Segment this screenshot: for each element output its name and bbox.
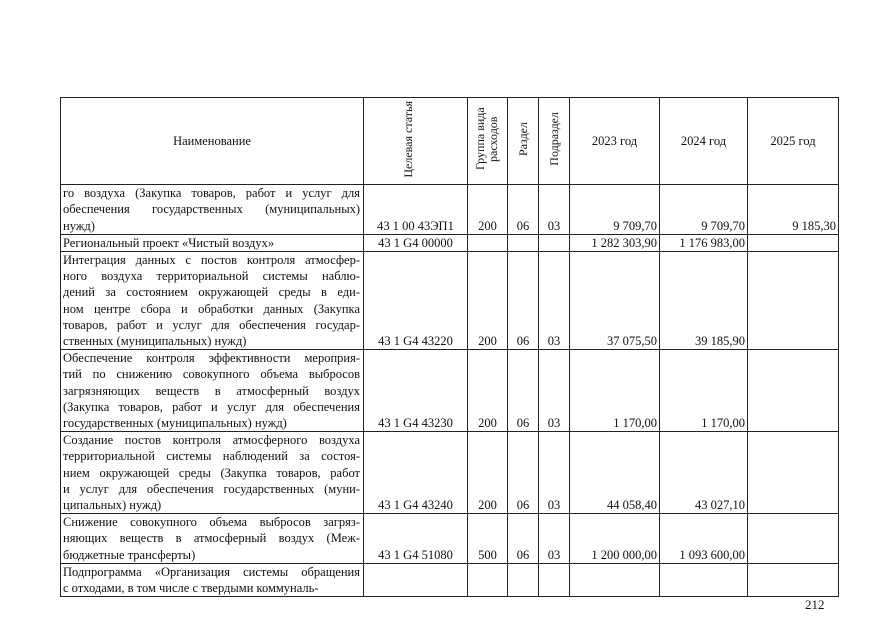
row-2023: 37 075,50 xyxy=(607,334,657,348)
cell-spacer xyxy=(539,432,569,497)
row-2023: 9 709,70 xyxy=(613,218,657,233)
row-subsection: 03 xyxy=(547,416,561,430)
row-subsection: 03 xyxy=(547,498,561,512)
row-2025-cell xyxy=(748,185,839,235)
cell-spacer xyxy=(539,252,569,333)
row-2023-cell xyxy=(570,234,660,251)
row-section: 06 xyxy=(516,547,530,562)
cell-spacer xyxy=(570,564,657,580)
row-name-line: загрязняющих веществ в атмосферный воздух xyxy=(63,383,360,398)
row-target-cell xyxy=(364,350,468,432)
row-name-line: ном центре сбора и обработки данных (Закупка xyxy=(63,301,360,316)
row-section-cell xyxy=(508,234,539,251)
header-subsection: Подраздел xyxy=(539,98,570,185)
row-name-line: ственных (муниципальных) нужд) xyxy=(63,333,247,348)
cell-spacer xyxy=(748,185,836,217)
cell-spacer xyxy=(570,514,657,546)
cell-spacer xyxy=(468,252,507,333)
cell-spacer xyxy=(508,564,538,580)
row-2023-cell xyxy=(570,432,660,514)
row-name-line: обеспечения государственных (муниципальных) xyxy=(63,202,360,217)
row-2025-cell xyxy=(748,514,839,564)
row-subsection-cell xyxy=(539,563,570,596)
budget-table xyxy=(60,97,839,597)
row-target: 43 1 G4 51080 xyxy=(378,547,453,562)
row-name-line: территориальной системы наблюдений за состоя- xyxy=(63,449,360,464)
row-group-cell xyxy=(468,350,508,432)
cell-spacer xyxy=(570,432,657,497)
row-group: 200 xyxy=(478,416,497,430)
row-target-cell xyxy=(364,234,468,251)
row-name-line: Подпрограмма «Организация системы обращения xyxy=(63,564,360,579)
row-2023-cell xyxy=(570,252,660,350)
row-target-cell xyxy=(364,252,468,350)
row-target-cell xyxy=(364,514,468,564)
page-number: 212 xyxy=(805,597,825,612)
row-section: 06 xyxy=(516,416,530,430)
row-section: 06 xyxy=(516,218,530,233)
row-2023-cell xyxy=(570,563,660,596)
row-2025-cell xyxy=(748,252,839,350)
cell-spacer xyxy=(660,514,745,546)
row-target: 43 1 G4 43230 xyxy=(378,416,453,430)
row-2024-cell xyxy=(660,563,748,596)
header-2024: 2024 год xyxy=(660,98,748,185)
table-row xyxy=(61,563,839,596)
cell-spacer xyxy=(539,564,569,580)
header-name: Наименование xyxy=(61,98,364,185)
cell-spacer xyxy=(748,350,836,415)
cell-spacer xyxy=(468,564,507,580)
row-name-line: Региональный проект «Чистый воздух» xyxy=(63,235,275,250)
row-subsection-cell xyxy=(539,350,570,432)
row-section-cell xyxy=(508,252,539,350)
row-name xyxy=(61,234,364,251)
row-target: 43 1 G4 43220 xyxy=(378,334,453,348)
row-name-line: Снижение совокупного объема выбросов загряз- xyxy=(63,515,360,530)
row-2023-cell xyxy=(570,185,660,235)
table-row xyxy=(61,252,839,350)
row-subsection-cell xyxy=(539,185,570,235)
header-target: Целевая статья xyxy=(364,98,468,185)
cell-spacer xyxy=(364,432,467,497)
row-name-line: товаров, работ и услуг для обеспечения государ- xyxy=(63,317,360,332)
row-name-line: бюджетные трансферты) xyxy=(63,547,196,562)
cell-spacer xyxy=(364,185,467,217)
row-name xyxy=(61,185,364,235)
cell-spacer xyxy=(508,432,538,497)
row-name xyxy=(61,350,364,432)
row-group: 500 xyxy=(478,547,497,562)
table-row xyxy=(61,432,839,514)
row-2024: 9 709,70 xyxy=(701,218,745,233)
row-2024-cell xyxy=(660,432,748,514)
row-name-line: тий по снижению совокупного объема выбросов xyxy=(63,367,360,382)
row-section-cell xyxy=(508,514,539,564)
cell-spacer xyxy=(508,350,538,415)
row-2025-cell xyxy=(748,234,839,251)
row-group-cell xyxy=(468,252,508,350)
cell-spacer xyxy=(660,432,745,497)
cell-spacer xyxy=(748,564,836,580)
row-name-line: Обеспечение контроля эффективности мероприя- xyxy=(63,351,360,366)
cell-spacer xyxy=(539,514,569,546)
row-name-line: и услуг для обеспечения государственных (муни- xyxy=(63,481,360,496)
row-section-cell xyxy=(508,563,539,596)
row-subsection: 03 xyxy=(547,218,561,233)
row-subsection-cell xyxy=(539,514,570,564)
row-name-line: ципальных) нужд) xyxy=(63,497,162,512)
row-2025: 9 185,30 xyxy=(792,218,836,233)
cell-spacer xyxy=(748,252,836,333)
row-2024: 39 185,90 xyxy=(695,334,745,348)
cell-spacer xyxy=(468,350,507,415)
cell-spacer xyxy=(364,252,467,333)
row-name-line: нужд) xyxy=(63,218,95,233)
cell-spacer xyxy=(570,185,657,217)
row-name xyxy=(61,252,364,350)
row-name xyxy=(61,432,364,514)
row-subsection-cell xyxy=(539,252,570,350)
cell-spacer xyxy=(660,564,745,580)
cell-spacer xyxy=(364,514,467,546)
row-name xyxy=(61,563,364,596)
row-name-line: Создание постов контроля атмосферного воздуха xyxy=(63,433,360,448)
table-row xyxy=(61,185,839,235)
row-2023: 1 282 303,90 xyxy=(591,235,657,250)
row-target: 43 1 G4 00000 xyxy=(378,235,453,250)
row-group-cell xyxy=(468,234,508,251)
row-2023-cell xyxy=(570,514,660,564)
row-2024-cell xyxy=(660,185,748,235)
row-group-cell xyxy=(468,185,508,235)
row-name xyxy=(61,514,364,564)
row-section: 06 xyxy=(516,498,530,512)
header-group: Группа вида расходов xyxy=(468,98,508,185)
table-row xyxy=(61,234,839,251)
row-2024: 43 027,10 xyxy=(695,498,745,512)
row-2023: 1 200 000,00 xyxy=(591,547,657,562)
cell-spacer xyxy=(508,185,538,217)
cell-spacer xyxy=(539,350,569,415)
row-group: 200 xyxy=(478,218,497,233)
row-name-line: (Закупка товаров, работ и услуг для обеспечения xyxy=(63,399,360,414)
cell-spacer xyxy=(508,514,538,546)
cell-spacer xyxy=(748,514,836,546)
row-section-cell xyxy=(508,185,539,235)
row-target: 43 1 00 43ЭП1 xyxy=(377,218,454,233)
row-2025-cell xyxy=(748,563,839,596)
row-2024: 1 176 983,00 xyxy=(679,235,745,250)
row-2024: 1 170,00 xyxy=(701,416,745,430)
row-subsection-cell xyxy=(539,432,570,514)
cell-spacer xyxy=(660,350,745,415)
cell-spacer xyxy=(468,514,507,546)
row-section: 06 xyxy=(516,334,530,348)
row-subsection: 03 xyxy=(547,547,561,562)
row-2023: 1 170,00 xyxy=(613,416,657,430)
row-2024-cell xyxy=(660,234,748,251)
row-name-line: ного воздуха территориальной системы наблю- xyxy=(63,269,360,284)
row-target: 43 1 G4 43240 xyxy=(378,498,453,512)
cell-spacer xyxy=(570,252,657,333)
header-section: Раздел xyxy=(508,98,539,185)
row-target-cell xyxy=(364,185,468,235)
row-section-cell xyxy=(508,350,539,432)
header-2025: 2025 год xyxy=(748,98,839,185)
row-group-cell xyxy=(468,514,508,564)
row-name-line: государственных (муниципальных) нужд) xyxy=(63,415,287,430)
row-name-line: Интеграция данных с постов контроля атмосфер- xyxy=(63,253,360,267)
row-2024: 1 093 600,00 xyxy=(679,547,745,562)
cell-spacer xyxy=(508,252,538,333)
cell-spacer xyxy=(660,185,745,217)
row-2024-cell xyxy=(660,252,748,350)
table-row xyxy=(61,350,839,432)
row-name-line: нием окружающей среды (Закупка товаров, работ xyxy=(63,465,360,480)
row-name-line: го воздуха (Закупка товаров, работ и услуг для xyxy=(63,186,360,201)
table-row xyxy=(61,514,839,564)
row-2023: 44 058,40 xyxy=(607,498,657,512)
row-group-cell xyxy=(468,563,508,596)
cell-spacer xyxy=(748,432,836,497)
cell-spacer xyxy=(364,564,467,580)
row-2023-cell xyxy=(570,350,660,432)
cell-spacer xyxy=(468,432,507,497)
cell-spacer xyxy=(364,350,467,415)
cell-spacer xyxy=(468,185,507,217)
cell-spacer xyxy=(660,252,745,333)
row-name-line: няющих веществ в атмосферный воздух (Меж- xyxy=(63,531,360,546)
row-2025-cell xyxy=(748,350,839,432)
table-body xyxy=(61,185,839,597)
row-2025-cell xyxy=(748,432,839,514)
cell-spacer xyxy=(539,185,569,217)
row-2024-cell xyxy=(660,514,748,564)
row-section-cell xyxy=(508,432,539,514)
row-target-cell xyxy=(364,432,468,514)
header-2023: 2023 год xyxy=(570,98,660,185)
row-name-line: дений за состоянием окружающей среды в еди- xyxy=(63,285,360,300)
table-header-row xyxy=(61,98,839,185)
row-2024-cell xyxy=(660,350,748,432)
row-subsection-cell xyxy=(539,234,570,251)
row-group: 200 xyxy=(478,498,497,512)
row-group-cell xyxy=(468,432,508,514)
row-group: 200 xyxy=(478,334,497,348)
row-target-cell xyxy=(364,563,468,596)
row-name-line: с отходами, в том числе с твердыми коммуналь- xyxy=(63,580,319,595)
cell-spacer xyxy=(570,350,657,415)
row-subsection: 03 xyxy=(547,334,561,348)
